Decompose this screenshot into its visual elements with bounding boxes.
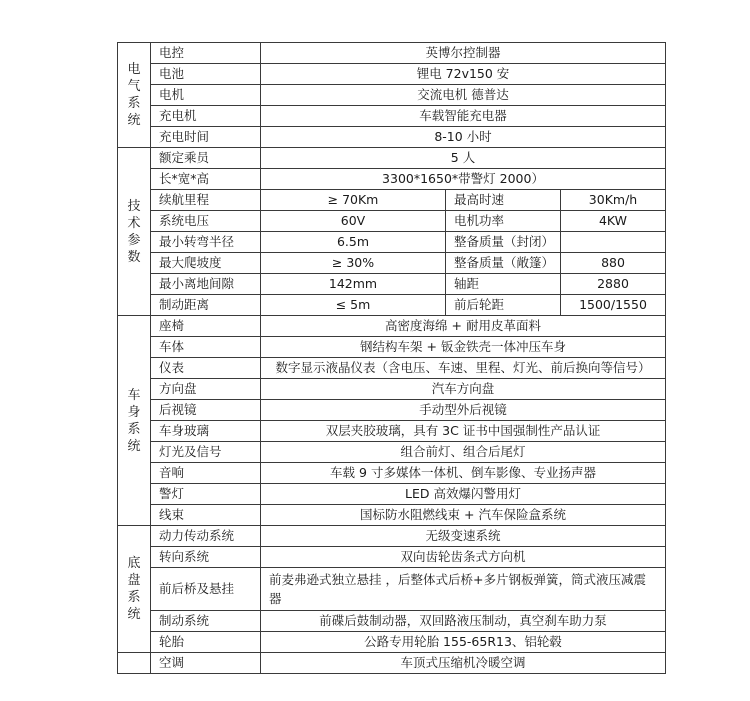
spec-label: 车身玻璃 (151, 421, 261, 442)
spec-value: 英博尔控制器 (261, 43, 666, 64)
category-char: 系 (127, 590, 141, 605)
spec-value: 钢结构车架 + 钣金铁壳一体冲压车身 (261, 337, 666, 358)
category-char: 车 (127, 387, 141, 403)
spec-value: 车顶式压缩机冷暖空调 (261, 653, 666, 674)
spec-value: 车载智能充电器 (261, 106, 666, 127)
spec-label: 整备质量（敞篷） (446, 253, 561, 274)
table-row (118, 253, 666, 274)
spec-value: 双向齿轮齿条式方向机 (261, 547, 666, 568)
spec-value: 880 (561, 253, 666, 274)
table-row (118, 169, 666, 190)
section-category (118, 316, 151, 526)
spec-label: 最小转弯半径 (151, 232, 261, 253)
spec-value: 4KW (561, 211, 666, 232)
table-row (118, 274, 666, 295)
table-row (118, 106, 666, 127)
spec-label: 座椅 (151, 316, 261, 337)
spec-value: 双层夹胶玻璃，具有 3C 证书中国强制性产品认证 (261, 421, 666, 442)
spec-label: 制动系统 (151, 611, 261, 632)
spec-value: ≥ 70Km (261, 190, 446, 211)
category-char: 身 (127, 404, 141, 420)
category-char: 统 (127, 607, 141, 622)
spec-label: 长*宽*高 (151, 169, 261, 190)
spec-value: 交流电机 德普达 (261, 85, 666, 106)
spec-value: 国标防水阻燃线束 + 汽车保险盒系统 (261, 505, 666, 526)
spec-label: 制动距离 (151, 295, 261, 316)
spec-value: LED 高效爆闪警用灯 (261, 484, 666, 505)
spec-value: ≥ 30% (261, 253, 446, 274)
category-char: 系 (127, 96, 141, 111)
spec-label: 轮胎 (151, 632, 261, 653)
category-char: 数 (127, 249, 141, 265)
table-row (118, 421, 666, 442)
table-row (118, 632, 666, 653)
category-char: 电 (127, 62, 141, 77)
spec-value: 1500/1550 (561, 295, 666, 316)
category-char: 气 (127, 79, 141, 94)
section-category (118, 148, 151, 316)
spec-label: 充电时间 (151, 127, 261, 148)
spec-value: 2880 (561, 274, 666, 295)
spec-value (561, 232, 666, 253)
spec-value: 8-10 小时 (261, 127, 666, 148)
spec-value: 60V (261, 211, 446, 232)
spec-label: 电池 (151, 64, 261, 85)
spec-value: 公路专用轮胎 155-65R13、铝轮毂 (261, 632, 666, 653)
table-row (118, 85, 666, 106)
spec-label: 转向系统 (151, 547, 261, 568)
spec-label: 最高时速 (446, 190, 561, 211)
spec-label: 最大爬坡度 (151, 253, 261, 274)
category-char: 系 (127, 421, 141, 437)
spec-value: 数字显示液晶仪表（含电压、车速、里程、灯光、前后换向等信号） (261, 358, 666, 379)
category-char: 参 (127, 232, 141, 248)
table-row (118, 337, 666, 358)
section-category (118, 526, 151, 653)
spec-label: 整备质量（封闭） (446, 232, 561, 253)
table-row (118, 526, 666, 547)
table-row (118, 190, 666, 211)
spec-label: 灯光及信号 (151, 442, 261, 463)
spec-label: 线束 (151, 505, 261, 526)
table-row (118, 232, 666, 253)
category-char: 统 (127, 438, 141, 454)
spec-value: 6.5m (261, 232, 446, 253)
spec-label: 仪表 (151, 358, 261, 379)
table-row (118, 379, 666, 400)
table-row (118, 127, 666, 148)
spec-label: 最小离地间隙 (151, 274, 261, 295)
spec-value: 手动型外后视镜 (261, 400, 666, 421)
category-char: 统 (127, 113, 141, 128)
table-row (118, 611, 666, 632)
spec-label: 电机 (151, 85, 261, 106)
table-row (118, 148, 666, 169)
spec-label: 轴距 (446, 274, 561, 295)
spec-label: 前后轮距 (446, 295, 561, 316)
table-row (118, 295, 666, 316)
spec-table (117, 42, 666, 674)
spec-value: 前碟后鼓制动器，双回路液压制动，真空刹车助力泵 (261, 611, 666, 632)
spec-value: 车载 9 寸多媒体一体机、倒车影像、专业扬声器 (261, 463, 666, 484)
spec-label: 警灯 (151, 484, 261, 505)
table-row (118, 505, 666, 526)
table-row (118, 463, 666, 484)
table-row (118, 484, 666, 505)
table-row (118, 568, 666, 611)
spec-label: 空调 (151, 653, 261, 674)
category-char: 底 (127, 556, 141, 571)
table-row (118, 316, 666, 337)
spec-label: 车体 (151, 337, 261, 358)
table-row (118, 64, 666, 85)
table-row (118, 211, 666, 232)
spec-label: 音响 (151, 463, 261, 484)
spec-label: 动力传动系统 (151, 526, 261, 547)
spec-value: ≤ 5m (261, 295, 446, 316)
spec-label: 方向盘 (151, 379, 261, 400)
spec-label: 续航里程 (151, 190, 261, 211)
spec-value: 3300*1650*带警灯 2000） (261, 169, 666, 190)
spec-label: 电机功率 (446, 211, 561, 232)
spec-label: 电控 (151, 43, 261, 64)
table-row (118, 400, 666, 421)
section-category (118, 43, 151, 148)
spec-value: 前麦弗逊式独立悬挂 ，后整体式后桥+多片钢板弹簧，筒式液压减震器 (261, 568, 666, 611)
table-row (118, 358, 666, 379)
spec-label: 后视镜 (151, 400, 261, 421)
table-row (118, 547, 666, 568)
category-char: 术 (127, 215, 141, 231)
category-char: 技 (127, 198, 141, 214)
spec-value: 30Km/h (561, 190, 666, 211)
spec-label: 充电机 (151, 106, 261, 127)
section-category-empty (118, 653, 151, 674)
table-row (118, 653, 666, 674)
spec-value: 无级变速系统 (261, 526, 666, 547)
spec-label: 系统电压 (151, 211, 261, 232)
table-row (118, 442, 666, 463)
spec-value: 142mm (261, 274, 446, 295)
table-row (118, 43, 666, 64)
spec-label: 额定乘员 (151, 148, 261, 169)
spec-value: 汽车方向盘 (261, 379, 666, 400)
spec-value: 锂电 72v150 安 (261, 64, 666, 85)
spec-label: 前后桥及悬挂 (151, 568, 261, 611)
spec-value: 组合前灯、组合后尾灯 (261, 442, 666, 463)
spec-value: 5 人 (261, 148, 666, 169)
category-char: 盘 (127, 573, 141, 588)
spec-value: 高密度海绵 + 耐用皮革面料 (261, 316, 666, 337)
